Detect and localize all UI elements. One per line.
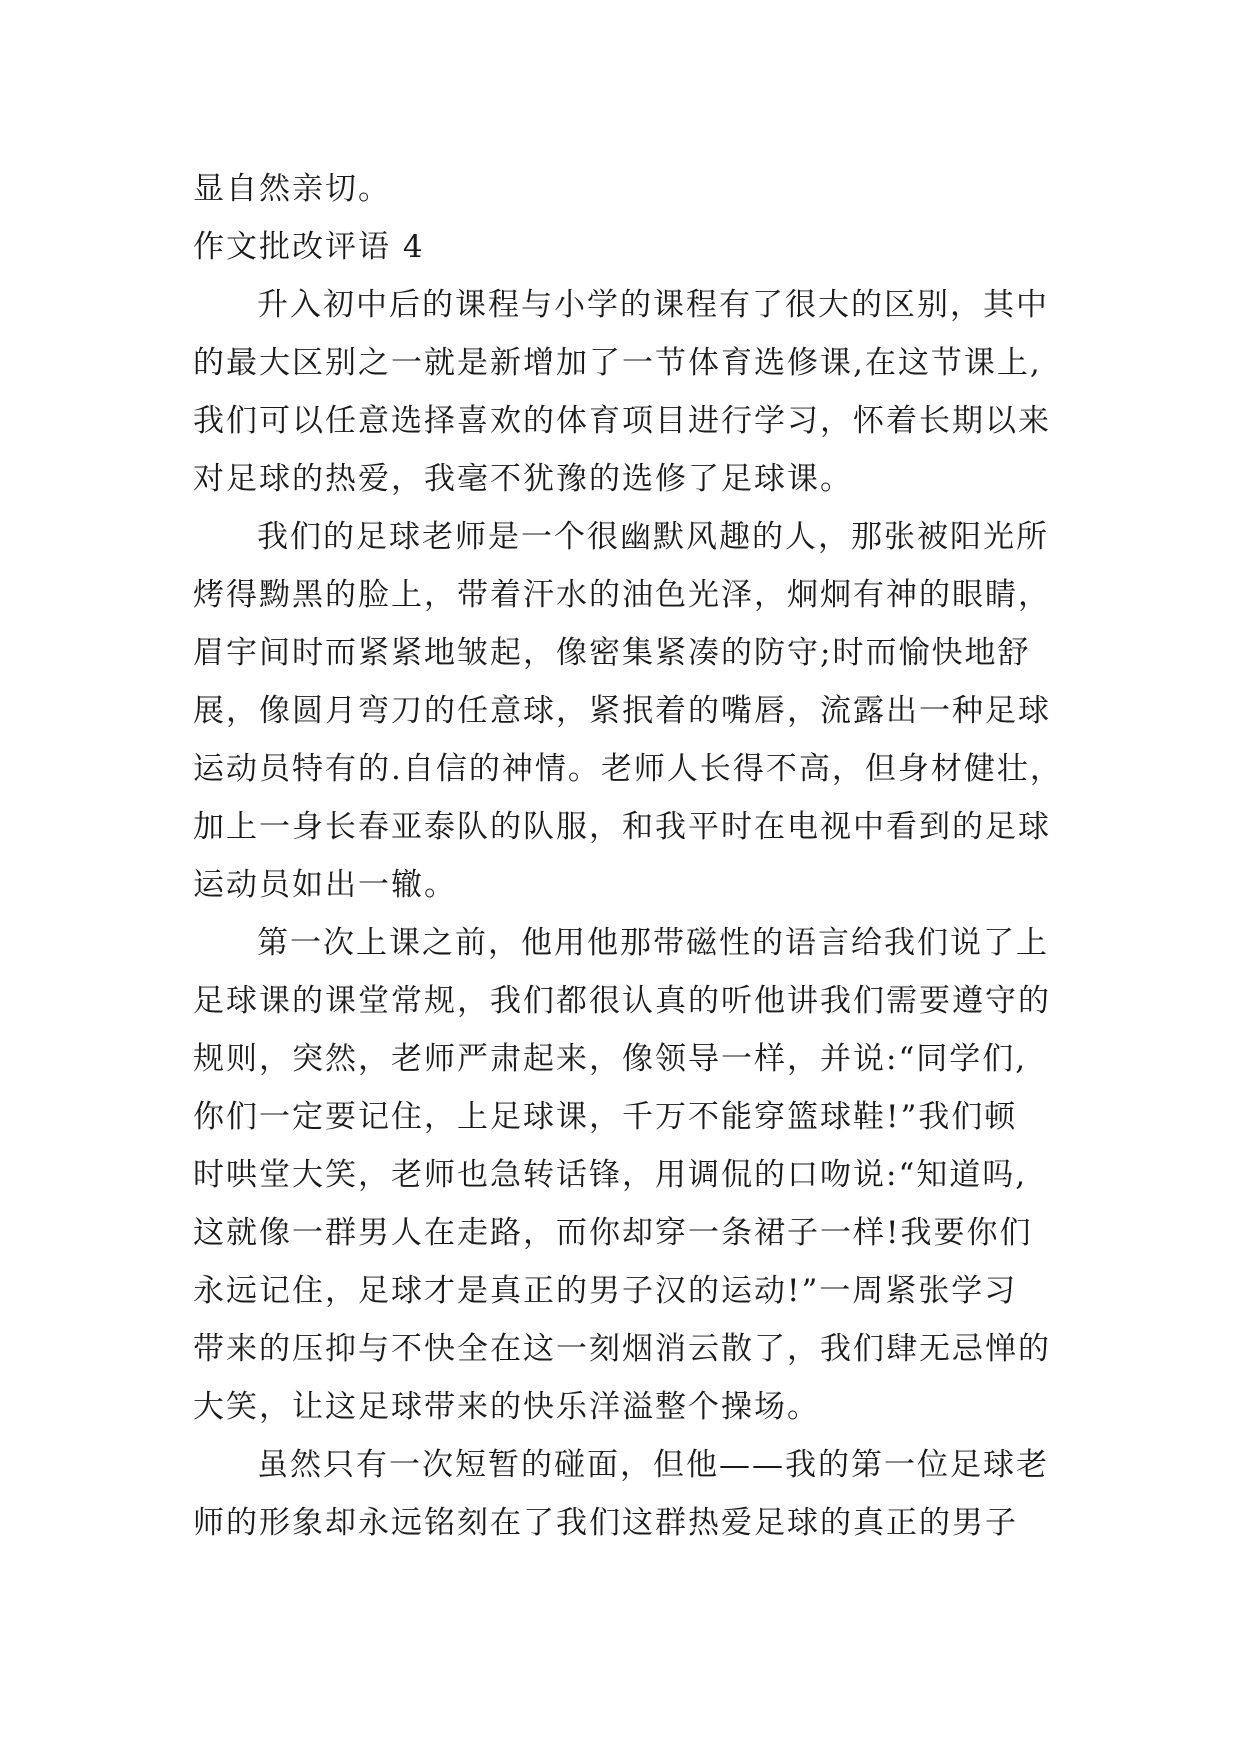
text-line: 显自然亲切。 — [193, 171, 391, 207]
section-heading: 作文批改评语 4 — [193, 229, 425, 265]
text-line: 展，像圆月弯刀的任意球，紧抿着的嘴唇，流露出一种足球 — [193, 693, 1051, 729]
text-line: 你们一定要记住，上足球课，千万不能穿篮球鞋!”我们顿 — [193, 1099, 1018, 1135]
text-line: 永远记住，足球才是真正的男子汉的运动!”一周紧张学习 — [193, 1273, 1018, 1309]
document-page — [193, 160, 1063, 1552]
text-line: 我们可以任意选择喜欢的体育项目进行学习，怀着长期以来 — [193, 403, 1051, 439]
text-line: 眉宇间时而紧紧地皱起，像密集紧凑的防守;时而愉快地舒 — [193, 635, 1031, 671]
text-line: 加上一身长春亚泰队的队服，和我平时在电视中看到的足球 — [193, 809, 1051, 845]
text-line: 的最大区别之一就是新增加了一节体育选修课,在这节课上, — [193, 345, 1042, 381]
text-line: 第一次上课之前，他用他那带磁性的语言给我们说了上 — [257, 925, 1049, 961]
text-line: 我们的足球老师是一个很幽默风趣的人，那张被阳光所 — [257, 519, 1049, 555]
text-line: 运动员特有的.自信的神情。老师人长得不高，但身材健壮， — [193, 751, 1063, 787]
text-line: 虽然只有一次短暂的碰面，但他——我的第一位足球老 — [257, 1447, 1049, 1483]
text-line: 这就像一群男人在走路，而你却穿一条裙子一样!我要你们 — [193, 1215, 1033, 1251]
text-line: 烤得黝黑的脸上，带着汗水的油色光泽，炯炯有神的眼睛， — [193, 577, 1051, 613]
text-line: 时哄堂大笑，老师也急转话锋，用调侃的口吻说:“知道吗, — [193, 1157, 1028, 1193]
text-line: 带来的压抑与不快全在这一刻烟消云散了，我们肆无忌惮的 — [193, 1331, 1051, 1367]
text-line: 运动员如出一辙。 — [193, 867, 457, 903]
text-line: 升入初中后的课程与小学的课程有了很大的区别，其中 — [257, 287, 1049, 323]
text-line: 师的形象却永远铭刻在了我们这群热爱足球的真正的男子 — [193, 1505, 1018, 1541]
text-line: 对足球的热爱，我毫不犹豫的选修了足球课。 — [193, 461, 853, 497]
text-line: 足球课的课堂常规，我们都很认真的听他讲我们需要遵守的 — [193, 983, 1051, 1019]
text-line: 大笑，让这足球带来的快乐洋溢整个操场。 — [193, 1389, 820, 1425]
text-line: 规则，突然，老师严肃起来，像领导一样，并说:“同学们, — [193, 1041, 1028, 1077]
